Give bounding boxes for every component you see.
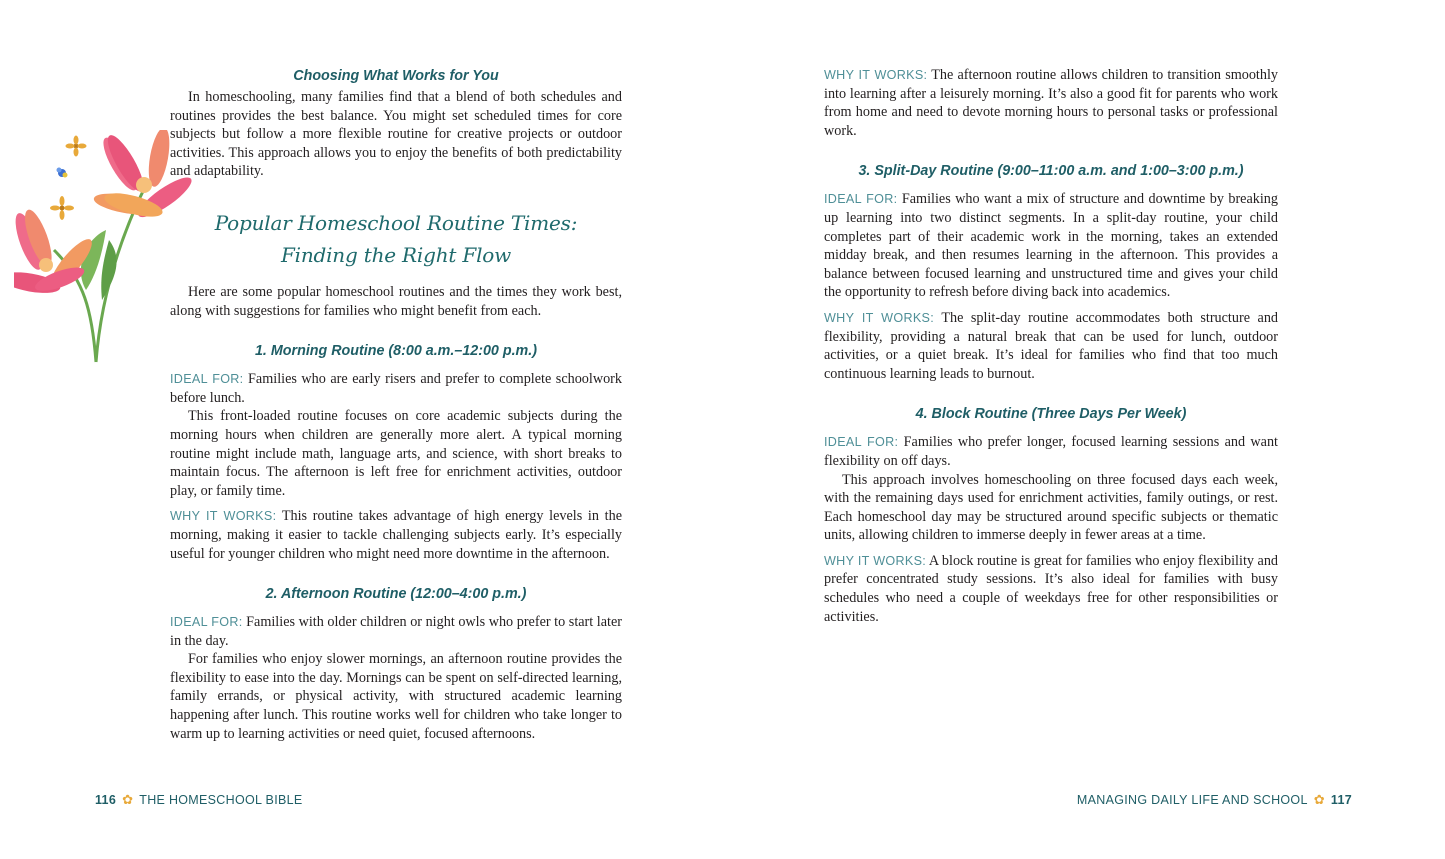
flower-icon: ✿ [1313,792,1325,807]
block-ideal-text: Families who prefer longer, focused learning sessions and want flexibility on off days. [824,434,1278,469]
afternoon-heading: 2. Afternoon Routine (12:00–4:00 p.m.) [265,586,527,603]
section-title: MANAGING DAILY LIFE AND SCHOOL [1076,793,1308,807]
split-why-text: The split-day routine accommodates both structure and flexibility, providing a natural break that can be used for lunch, outdoor activities, or a quiet break. It’s ideal for families who find that too much continuous learning leads to burnout. [824,309,1279,382]
split-ideal [824,190,1278,302]
page-number: 117 [1330,793,1352,807]
block-body: This approach involves homeschooling on three focused days each week, with the remaining days used for enrichment activities, family outings, or rest. Each homeschool day may be structured around specific subjects or thematic units, allowing children to immerse deeply in fewer areas at a time. [824,471,1278,544]
ideal-for-label: IDEAL FOR: [170,372,244,387]
flower-illustration [14,130,194,370]
morning-ideal [170,370,622,407]
left-page [0,0,722,859]
afternoon-why [824,66,1278,140]
why-it-works-label: WHY IT WORKS: [824,553,927,568]
morning-why [170,507,622,563]
choosing-body: In homeschooling, many families find that a blend of both schedules and routines provides the best balance. You might set scheduled times for core subjects but follow a more flexible routine for creative projects or outdoor activities. This approach allows you to enjoy the benefits of both predictability and adaptability. [170,89,622,180]
left-footer [95,792,303,808]
block-why-text: A block routine is great for families who enjoy flexibility and prefer concentrated study sessions. It’s also ideal for families with busy schedules who need a couple of weekdays free for other responsibilities or activities. [824,552,1279,625]
popular-intro: Here are some popular homeschool routines and the times they work best, along with suggestions for families who might benefit from each. [170,283,622,319]
flower-icon: ✿ [122,792,134,807]
why-it-works-label: WHY IT WORKS: [170,509,277,524]
popular-title-line1: Popular Homeschool Routine Times: [214,210,578,235]
choosing-heading: Choosing What Works for You [293,68,499,84]
left-column [170,66,622,743]
afternoon-ideal-text: Families with older children or night owls who prefer to start later in the day. [170,614,623,649]
ideal-for-label: IDEAL FOR: [824,435,899,450]
page-number: 116 [95,793,117,807]
right-column [824,66,1278,626]
ideal-for-label: IDEAL FOR: [824,192,898,207]
split-why [824,309,1278,383]
why-it-works-label: WHY IT WORKS: [824,68,928,82]
afternoon-body: For families who enjoy slower mornings, an afternoon routine provides the flexibility to ease into the day. Mornings can be spent on self-directed learning, family errands, or physical activity, with structured academic learning happening after lunch. This routine works well for children who take longer to warm up to learning activities or need quiet, focused afternoons. [170,651,622,742]
why-it-works-label: WHY IT WORKS: [824,310,935,325]
popular-title [170,207,622,271]
block-ideal [824,433,1278,470]
morning-why-text: This routine takes advantage of high energy levels in the morning, making it easier to tackle challenging subjects early. It’s especially useful for younger children who might need more downtime in the afternoon. [170,508,622,562]
right-page [722,0,1445,859]
ideal-for-label: IDEAL FOR: [170,615,243,630]
afternoon-ideal [170,613,622,650]
right-footer [1077,792,1352,808]
popular-title-line2: Finding the Right Flow [280,242,512,267]
split-ideal-text: Families who want a mix of structure and downtime by breaking up learning into two distinct segments. In a split-day routine, your child completes part of their academic work in the morning, takes an extended midday break, and then resumes learning in the afternoon. This provides a balance between focused learning and unstructured time and gives your child the opportunity to refresh before diving back into academics. [824,191,1278,301]
block-why [824,552,1278,626]
block-heading: 4. Block Routine (Three Days Per Week) [915,406,1187,423]
morning-body: This front-loaded routine focuses on core academic subjects during the morning hours when children are generally more alert. A typical morning routine might include math, language arts, and science, with short breaks to maintain focus. The afternoon is left free for enrichment activities, outdoor play, or family time. [170,408,622,499]
morning-heading: 1. Morning Routine (8:00 a.m.–12:00 p.m.) [254,343,538,360]
split-heading: 3. Split-Day Routine (9:00–11:00 a.m. and 1:00–3:00 p.m.) [858,163,1244,180]
morning-ideal-text: Families who are early risers and prefer to complete schoolwork before lunch. [170,371,623,406]
afternoon-why-text: The afternoon routine allows children to transition smoothly into learning after a leisurely morning. It’s also a good fit for parents who work from home and need to devote morning hours to personal tasks or professional work. [824,67,1279,139]
book-title: THE HOMESCHOOL BIBLE [139,793,303,807]
